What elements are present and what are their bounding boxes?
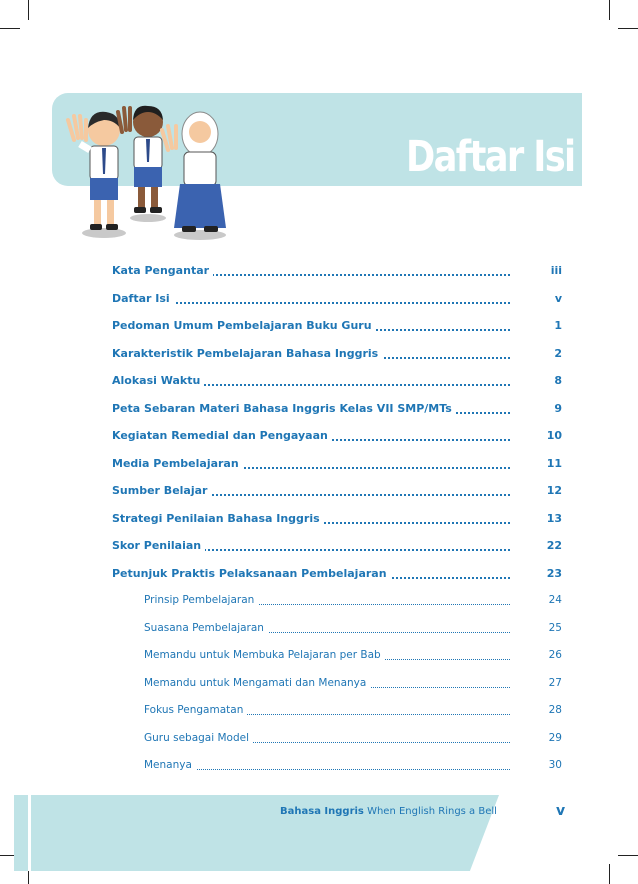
toc-entry-label: Karakteristik Pembelajaran Bahasa Inggris — [112, 347, 382, 360]
toc-entry-label: Suasana Pembelajaran — [144, 622, 268, 634]
toc-entry-label: Petunjuk Praktis Pelaksanaan Pembelajaran — [112, 567, 391, 580]
crop-mark — [0, 28, 20, 29]
toc-entry-page: 12 — [546, 484, 562, 497]
students-illustration — [64, 100, 234, 245]
toc-entry-page: 22 — [546, 539, 562, 552]
toc-entry-label: Media Pembelajaran — [112, 457, 243, 470]
toc-entry-page: 10 — [546, 429, 562, 442]
toc-leader-dots — [144, 769, 510, 770]
crop-mark — [609, 0, 610, 20]
toc-entry[interactable] — [112, 368, 562, 396]
toc-entry-page: 2 — [554, 346, 562, 360]
toc-entry[interactable] — [112, 561, 562, 589]
crop-mark — [28, 0, 29, 20]
toc-entry-page: 8 — [554, 374, 562, 387]
toc-entry-label: Kegiatan Remedial dan Pengayaan — [112, 429, 332, 442]
toc-entry-page: 13 — [546, 511, 562, 525]
toc-entry-label: Memandu untuk Mengamati dan Menanya — [144, 677, 370, 689]
toc-entry-page: 24 — [548, 594, 562, 606]
toc-entry[interactable] — [112, 753, 562, 781]
toc-entry-page: 30 — [548, 759, 562, 771]
toc-entry-page: 11 — [546, 456, 562, 470]
toc-entry-label: Alokasi Waktu — [112, 374, 204, 387]
toc-entry-page: 29 — [548, 731, 562, 744]
toc-entry-label: Daftar Isi — [112, 292, 174, 305]
toc-entry[interactable] — [112, 478, 562, 506]
toc-entry-label: Fokus Pengamatan — [144, 704, 247, 716]
toc-entry[interactable] — [112, 506, 562, 534]
toc-entry[interactable] — [112, 313, 562, 341]
toc-entry[interactable] — [112, 616, 562, 644]
toc-entry[interactable] — [112, 423, 562, 451]
toc-entry-label: Guru sebagai Model — [144, 732, 253, 744]
toc-entry-page: 25 — [548, 621, 562, 634]
toc-entry-page: 27 — [548, 676, 562, 689]
toc-entry-page: 28 — [548, 704, 562, 716]
toc-entry[interactable] — [112, 258, 562, 286]
footer-stripe — [28, 795, 31, 871]
crop-mark — [618, 855, 638, 856]
toc-entry[interactable] — [112, 698, 562, 726]
footer-book-title-rest: When English Rings a Bell — [367, 806, 497, 817]
toc-entry[interactable] — [112, 451, 562, 479]
toc-entry-page: 9 — [554, 401, 562, 415]
toc-entry-label: Sumber Belajar — [112, 484, 211, 497]
table-of-contents — [112, 258, 562, 781]
page-number: v — [556, 803, 566, 819]
toc-entry-label: Skor Penilaian — [112, 539, 205, 552]
toc-entry-label: Peta Sebaran Materi Bahasa Inggris Kelas VII SMP/MTs — [112, 402, 456, 415]
toc-entry-label: Pedoman Umum Pembelajaran Buku Guru — [112, 319, 376, 332]
toc-entry-label: Menanya — [144, 759, 196, 771]
toc-entry-page: 26 — [548, 649, 562, 661]
toc-entry-label: Kata Pengantar — [112, 264, 213, 277]
page-title: Daftar Isi — [405, 132, 574, 182]
toc-entry-page: iii — [550, 264, 562, 277]
toc-entry-label: Prinsip Pembelajaran — [144, 594, 258, 606]
toc-entry-page: 23 — [546, 566, 562, 580]
toc-entry[interactable] — [112, 588, 562, 616]
toc-entry[interactable] — [112, 286, 562, 314]
toc-entry-label: Memandu untuk Membuka Pelajaran per Bab — [144, 649, 385, 661]
toc-entry[interactable] — [112, 671, 562, 699]
crop-mark — [618, 28, 638, 29]
footer-book-title-bold: Bahasa Inggris — [280, 806, 364, 817]
toc-entry[interactable] — [112, 341, 562, 369]
toc-entry-label: Strategi Penilaian Bahasa Inggris — [112, 512, 324, 525]
toc-entry-page: 1 — [554, 319, 562, 332]
footer-book-title — [280, 806, 497, 817]
toc-entry-page: v — [554, 291, 562, 305]
toc-entry[interactable] — [112, 643, 562, 671]
toc-entry[interactable] — [112, 533, 562, 561]
toc-entry[interactable] — [112, 396, 562, 424]
crop-mark — [609, 864, 610, 884]
toc-entry[interactable] — [112, 726, 562, 754]
